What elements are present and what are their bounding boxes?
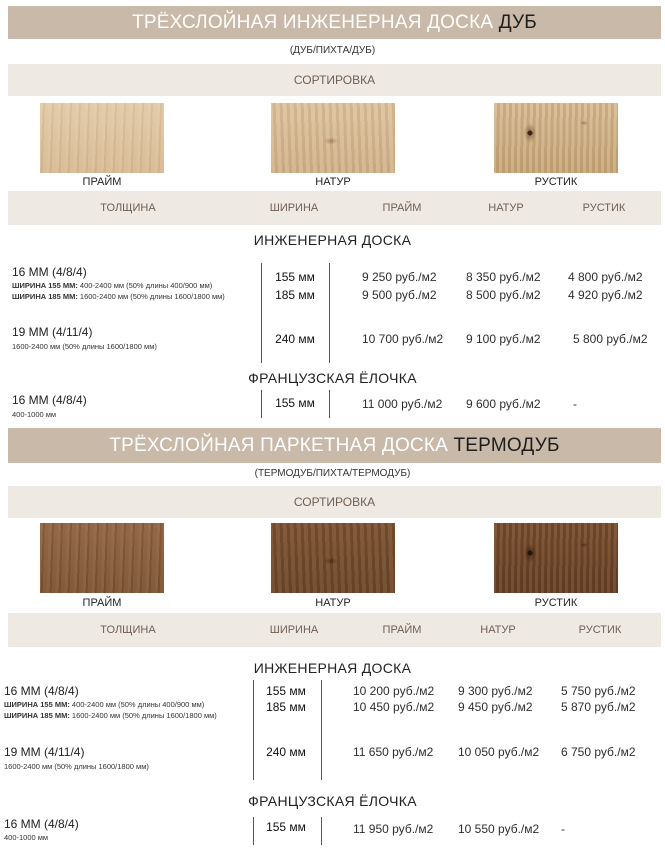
subsection-title: ФРАНЦУЗСКАЯ ЁЛОЧКА	[248, 370, 417, 386]
note-text: 1600-2400 мм (50% длины 1600/1800 мм)	[71, 711, 217, 720]
price-rustic: -	[573, 397, 577, 411]
price-rustic: 4 920 руб./м2	[568, 288, 643, 302]
row-thickness: 16 ММ (4/8/4)	[12, 265, 87, 279]
width-value: 155 мм	[266, 820, 306, 834]
width-value: 155 мм	[275, 270, 315, 284]
row-note: 400-1000 мм	[12, 410, 57, 419]
swatch-natur	[271, 103, 395, 173]
swatch-label-prime: ПРАЙМ	[82, 597, 122, 609]
row-note: 400-1000 мм	[4, 833, 49, 842]
swatch-label-prime: ПРАЙМ	[82, 176, 122, 188]
row-thickness: 19 ММ (4/11/4)	[4, 745, 85, 759]
price-rustic: 5 870 руб./м2	[561, 700, 636, 714]
section-title-accent: ДУБ	[498, 12, 537, 33]
swatch-label-natur: НАТУР	[315, 176, 351, 188]
swatch-label-natur: НАТУР	[315, 597, 351, 609]
note-text: 1600-2400 мм (50% длины 1600/1800 мм)	[79, 292, 225, 301]
price-rustic: 6 750 руб./м2	[561, 745, 636, 759]
price-prime: 11 000 руб./м2	[362, 397, 443, 411]
row-note	[12, 281, 212, 290]
header-thickness: ТОЛЩИНА	[100, 202, 156, 214]
note-label: ШИРИНА 185 ММ:	[4, 711, 70, 720]
price-prime: 11 950 руб./м2	[353, 822, 434, 836]
price-rustic: 4 800 руб./м2	[568, 270, 643, 284]
note-text: 400-2400 мм (50% длины 400/900 мм)	[79, 281, 213, 290]
table-header	[8, 613, 661, 647]
swatch-prime	[40, 523, 164, 593]
price-rustic: 5 750 руб./м2	[561, 684, 636, 698]
header-prime: ПРАЙМ	[382, 624, 422, 636]
swatch-label-rustic: РУСТИК	[534, 597, 578, 609]
subsection-title: ИНЖЕНЕРНАЯ ДОСКА	[253, 232, 412, 248]
table-header	[8, 191, 661, 225]
swatch-rustic	[494, 523, 618, 593]
width-value: 185 мм	[266, 700, 306, 714]
price-prime: 10 200 руб./м2	[353, 684, 435, 698]
divider	[321, 817, 322, 845]
row-thickness: 16 ММ (4/8/4)	[12, 393, 87, 407]
row-thickness: 16 ММ (4/8/4)	[4, 817, 79, 831]
price-natur: 8 500 руб./м2	[466, 288, 541, 302]
price-natur: 9 450 руб./м2	[458, 700, 533, 714]
section-title-text: ТРЁХСЛОЙНАЯ ПАРКЕТНАЯ ДОСКА	[109, 435, 448, 456]
sorting-bar: СОРТИРОВКА	[8, 64, 661, 96]
composition-subtitle: (ДУБ/ПИХТА/ДУБ)	[289, 45, 376, 56]
header-thickness: ТОЛЩИНА	[100, 624, 156, 636]
header-rustic: РУСТИК	[578, 624, 622, 636]
price-rustic: 5 800 руб./м2	[573, 332, 648, 346]
row-thickness: 19 ММ (4/11/4)	[12, 325, 93, 339]
divider	[321, 680, 322, 780]
price-natur: 9 600 руб./м2	[466, 397, 541, 411]
note-label: ШИРИНА 155 ММ:	[4, 700, 70, 709]
price-prime: 9 250 руб./м2	[362, 270, 437, 284]
width-value: 240 мм	[266, 745, 306, 759]
row-note	[12, 292, 225, 301]
swatch-prime	[40, 103, 164, 173]
subsection-title: ФРАНЦУЗСКАЯ ЁЛОЧКА	[248, 793, 417, 809]
width-value: 185 мм	[275, 288, 315, 302]
header-prime: ПРАЙМ	[382, 202, 422, 214]
note-label: ШИРИНА 155 ММ:	[12, 281, 78, 290]
row-thickness: 16 ММ (4/8/4)	[4, 684, 79, 698]
header-width: ШИРИНА	[269, 202, 319, 214]
price-prime: 10 450 руб./м2	[353, 700, 435, 714]
header-rustic: РУСТИК	[582, 202, 626, 214]
price-prime: 9 500 руб./м2	[362, 288, 437, 302]
swatch-natur	[271, 523, 395, 593]
note-text: 400-2400 мм (50% длины 400/900 мм)	[71, 700, 205, 709]
section-title-text: ТРЁХСЛОЙНАЯ ИНЖЕНЕРНАЯ ДОСКА	[132, 12, 494, 33]
header-natur: НАТУР	[488, 202, 524, 214]
price-natur: 9 100 руб./м2	[466, 332, 541, 346]
width-value: 155 мм	[266, 684, 306, 698]
price-natur: 10 050 руб./м2	[458, 745, 540, 759]
price-prime: 11 650 руб./м2	[353, 745, 434, 759]
swatch-rustic	[494, 103, 618, 173]
width-value: 240 мм	[275, 332, 315, 346]
row-note: 1600-2400 мм (50% длины 1600/1800 мм)	[4, 762, 149, 771]
section-title-oak	[8, 6, 661, 39]
row-note: 1600-2400 мм (50% длины 1600/1800 мм)	[12, 342, 157, 351]
composition-subtitle: (ТЕРМОДУБ/ПИХТА/ТЕРМОДУБ)	[254, 468, 411, 479]
price-natur: 8 350 руб./м2	[466, 270, 541, 284]
subsection-title: ИНЖЕНЕРНАЯ ДОСКА	[253, 660, 412, 676]
section-title-thermo-oak	[8, 428, 661, 463]
price-natur: 9 300 руб./м2	[458, 684, 533, 698]
row-note	[4, 700, 204, 709]
sorting-bar: СОРТИРОВКА	[8, 486, 661, 518]
price-natur: 10 550 руб./м2	[458, 822, 540, 836]
section-title-accent: ТЕРМОДУБ	[453, 435, 560, 456]
swatch-label-rustic: РУСТИК	[534, 176, 578, 188]
header-width: ШИРИНА	[269, 624, 319, 636]
price-prime: 10 700 руб./м2	[362, 332, 444, 346]
header-natur: НАТУР	[480, 624, 516, 636]
price-rustic: -	[561, 822, 565, 836]
row-note	[4, 711, 217, 720]
note-label: ШИРИНА 185 ММ:	[12, 292, 78, 301]
width-value: 155 мм	[275, 396, 315, 410]
